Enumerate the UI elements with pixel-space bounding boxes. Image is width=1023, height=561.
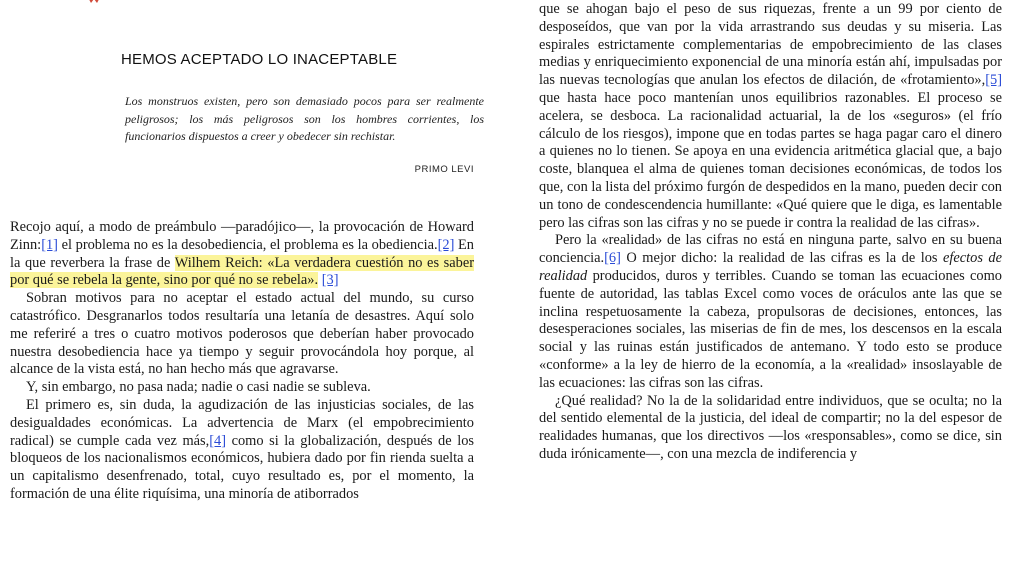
footnote-link-2[interactable]: [2] — [437, 236, 455, 253]
highlighted-quote[interactable]: Wilhem Reich: «La verdadera cuestión no es saber por qué se rebela la gente, sino por qué no se rebela». — [10, 254, 475, 289]
footnote-link-1[interactable]: [1] — [41, 236, 58, 253]
paragraph — [539, 232, 1002, 392]
text-span: producidos, duros y terribles. Cuando se toman las ecuaciones como fuente de autoridad, las tablas Excel como voces de oráculos ante las que se inclina respetuosamente la cabeza, propulsoras de decisiones, entonces, las desesperaciones sociales, las miserias de fin de mes, los descensos en la escala social y las ruinas están justificados de antemano. Y todo esto se produce «conforme» a la ley de hierro de la economía, a la «realidad» insoslayable de las ecuaciones: las cifras son las cifras. — [539, 267, 1002, 391]
paragraph: Sobran motivos para no aceptar el estado actual del mundo, su curso catastrófico. Desgranarlos todos resultaría una letanía de desastres. Aquí solo me referiré a tres o cuatro motivos poderosos que deberían haber provocado nuestra desobediencia hace ya tiempo y seguir provocándola hoy porque, al alcance de la vista está, no han hecho más que agravarse. — [10, 290, 474, 378]
left-body-text — [10, 219, 474, 504]
text-span: como si la globalización, después de los bloqueos de los nacionalismos económicos, hubiera dado por fin rienda suelta a un capitalismo desenfrenado, total, cuyo resultado es, por el momento, la formación de una élite riquísima, una minoría de atiborrados — [10, 432, 474, 502]
left-page — [10, 0, 484, 561]
footnote-link-5[interactable]: [5] — [985, 72, 1002, 89]
chapter-title: HEMOS ACEPTADO LO INACEPTABLE — [121, 51, 398, 68]
footnote-link-4[interactable]: [4] — [209, 432, 227, 449]
epigraph: Los monstruos existen, pero son demasiado pocos para ser realmente peligrosos; los más peligrosos son los hombres corrientes, los funcionarios dispuestos a creer y obedecer sin rechistar. — [125, 94, 484, 143]
text-span: que hasta hace poco mantenían unos equilibrios razonables. El proceso se acelera, se desboca. La racionalidad actuarial, la de los «seguros» (el frío cálculo de los riesgos), impone que en todas partes se haga pagar caro el dinero a quienes no lo tienen. Se apoya en una evidencia aritmética glacial que, a bajo coste, blanquea el alma de quienes toman decisiones económicas, de todos los que, con la lista del próximo furgón de despedidos en la mano, pueden decir con un tono de condescendencia humillante: «Qué quiere que le diga, es lamentable pero las cifras son las cifras y no se puede ir contra la realidad de las cifras». — [539, 89, 1002, 231]
italic-term: efectos de realidad — [539, 250, 1002, 284]
text-span: O mejor dicho: la realidad de las cifras es la de los — [620, 250, 943, 267]
paragraph — [539, 1, 1002, 232]
footnote-link-6[interactable]: [6] — [604, 250, 621, 267]
epigraph-author: PRIMO LEVI — [414, 164, 474, 175]
text-span: Recojo aquí, a modo de preámbulo —paradójico—, la provocación de Howard Zinn: — [10, 219, 474, 253]
paragraph — [10, 219, 474, 290]
paragraph — [10, 397, 474, 504]
text-span: El primero es, sin duda, la agudización de las injusticias sociales, de las desigualdades económicas. La advertencia de Marx (el empobrecimiento radical) se cumple cada vez más, — [10, 396, 474, 449]
right-page — [539, 0, 1002, 561]
footnote-link-3[interactable]: [3] — [321, 272, 339, 289]
right-body-text — [539, 0, 1002, 464]
paragraph: Y, sin embargo, no pasa nada; nadie o casi nadie se subleva. — [26, 379, 371, 396]
paragraph: ¿Qué realidad? No la de la solidaridad entre individuos, que se oculta; no la del sentido elemental de la justicia, del ideal de compartir; no la del espesor de realidades humanas, que los directivos —los «responsables», como se dice, sin duda irónicamente—, con una mezcla de indiferencia y — [539, 392, 1002, 462]
publisher-logo-icon — [83, 0, 105, 4]
text-span: Pero la «realidad» de las cifras no está en ninguna parte, salvo en su buena conciencia. — [539, 232, 1002, 267]
text-span: En la que reverbera la frase de — [10, 236, 474, 271]
text-span: que se ahogan bajo el peso de sus riquezas, frente a un 99 por ciento de desposeídos, que van por la vida arrastrando sus deudas y su miseria. Las espirales estrictamente complementarias de empobrecimiento de las clases medias y enriquecimiento exponencial de una minoría están ahí, impulsadas por las nuevas tecnologías que anulan los efectos de dilación, de «frotamiento», — [539, 1, 1002, 89]
text-span: el problema no es la desobediencia, el problema es la obediencia. — [57, 236, 438, 253]
